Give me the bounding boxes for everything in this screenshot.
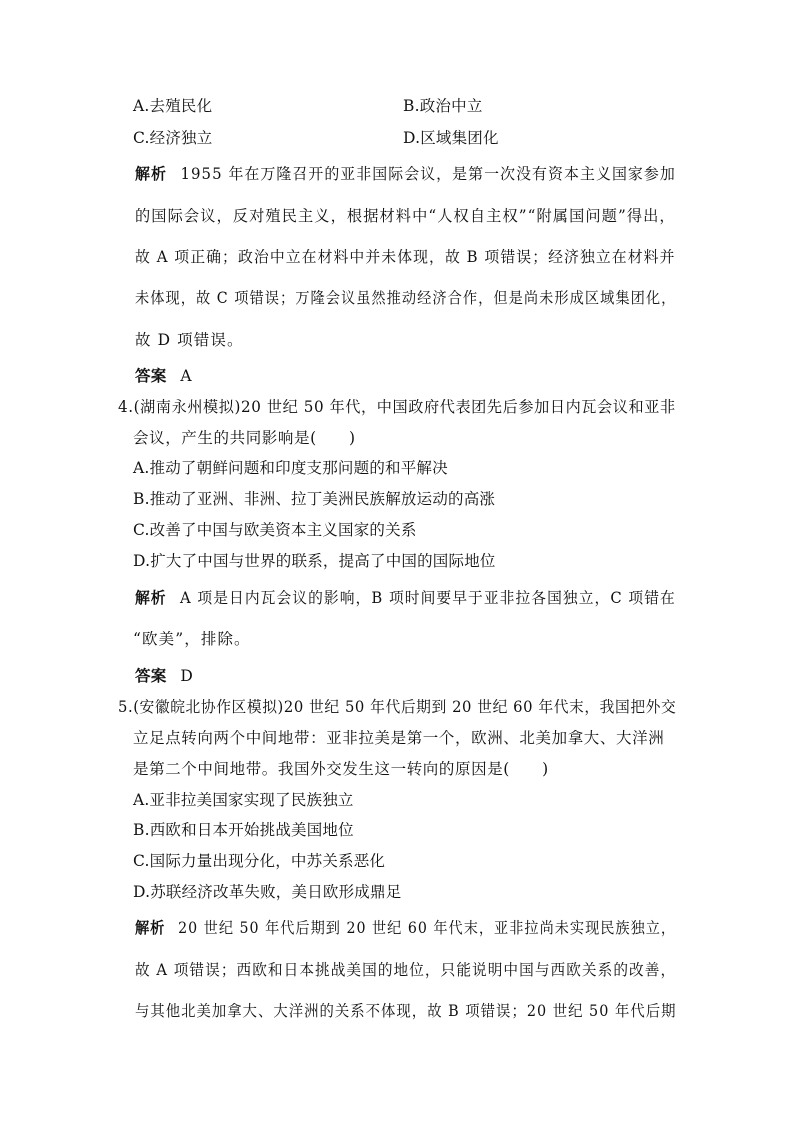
q3-answer [135, 366, 192, 386]
q4-answer-label: 答案 [135, 666, 167, 685]
q4-answer [135, 666, 193, 686]
q5-stem-line-3: 是第二个中间地带。我国外交发生这一转向的原因是( ) [133, 760, 549, 778]
q3-answer-label: 答案 [135, 366, 167, 385]
q5-stem-line-1: 5.(安徽皖北协作区模拟)20 世纪 50 年代后期到 20 世纪 60 年代末，我国把外交 [118, 698, 677, 716]
q3-analysis-line-3: 故 A 项正确；政治中立在材料中并未体现，故 B 项错误；经济独立在材料并 [135, 248, 676, 266]
q4-option-a: A.推动了朝鲜问题和印度支那问题的和平解决 [133, 459, 448, 477]
q4-option-c: C.改善了中国与欧美资本主义国家的关系 [133, 521, 417, 539]
q3-option-d: D.区域集团化 [403, 129, 499, 147]
q3-answer-value: A [180, 367, 192, 385]
q4-answer-value: D [180, 667, 194, 685]
q5-option-b: B.西欧和日本开始挑战美国地位 [133, 821, 354, 839]
q4-stem-line-2: 会议，产生的共同影响是( ) [133, 429, 356, 447]
q5-stem-line-2: 立足点转向两个中间地带：亚非拉美是第一个，欧洲、北美加拿大、大洋洲 [133, 729, 665, 747]
q3-option-c: C.经济独立 [133, 129, 213, 147]
q4-analysis-line-2: “欧美”，排除。 [133, 630, 251, 648]
q5-analysis-line-2: 故 A 项错误；西欧和日本挑战美国的地位，只能说明中国与西欧关系的改善， [135, 961, 677, 979]
q5-option-c: C.国际力量出现分化，中苏关系恶化 [133, 852, 386, 870]
q5-option-a: A.亚非拉美国家实现了民族独立 [133, 791, 354, 809]
q5-option-d: D.苏联经济改革失败，美日欧形成鼎足 [133, 883, 402, 901]
q4-option-d: D.扩大了中国与世界的联系，提高了中国的国际地位 [133, 552, 496, 570]
q3-analysis-line-2: 的国际会议，反对殖民主义，根据材料中“人权自主权”“附属国问题”得出， [135, 207, 676, 225]
q4-option-b: B.推动了亚洲、非洲、拉丁美洲民族解放运动的高涨 [133, 490, 496, 508]
q3-analysis-label: 解析 [135, 164, 167, 183]
q4-analysis-label: 解析 [135, 588, 167, 607]
q4-stem-line-1: 4.(湖南永州模拟)20 世纪 50 年代，中国政府代表团先后参加日内瓦会议和亚非 [118, 398, 676, 416]
q3-option-b: B.政治中立 [403, 97, 483, 115]
q5-analysis-line-3: 与其他北美加拿大、大洋洲的关系不体现，故 B 项错误；20 世纪 50 年代后期 [135, 1002, 677, 1020]
q4-analysis-line-1: 解析 A 项是日内瓦会议的影响，B 项时间要早于亚非拉各国独立，C 项错在 [135, 588, 676, 607]
q5-analysis-label: 解析 [135, 918, 166, 937]
q3-option-a: A.去殖民化 [133, 97, 213, 115]
q3-analysis-line-5: 故 D 项错误。 [135, 331, 244, 349]
q3-analysis-line-1: 解析 1955 年在万隆召开的亚非国际会议，是第一次没有资本主义国家参加 [135, 164, 676, 183]
q3-analysis-line-4: 未体现，故 C 项错误；万隆会议虽然推动经济合作，但是尚未形成区域集团化， [135, 289, 677, 307]
q5-analysis-line-1: 解析 20 世纪 50 年代后期到 20 世纪 60 年代末，亚非拉尚未实现民族独立， [135, 918, 677, 937]
